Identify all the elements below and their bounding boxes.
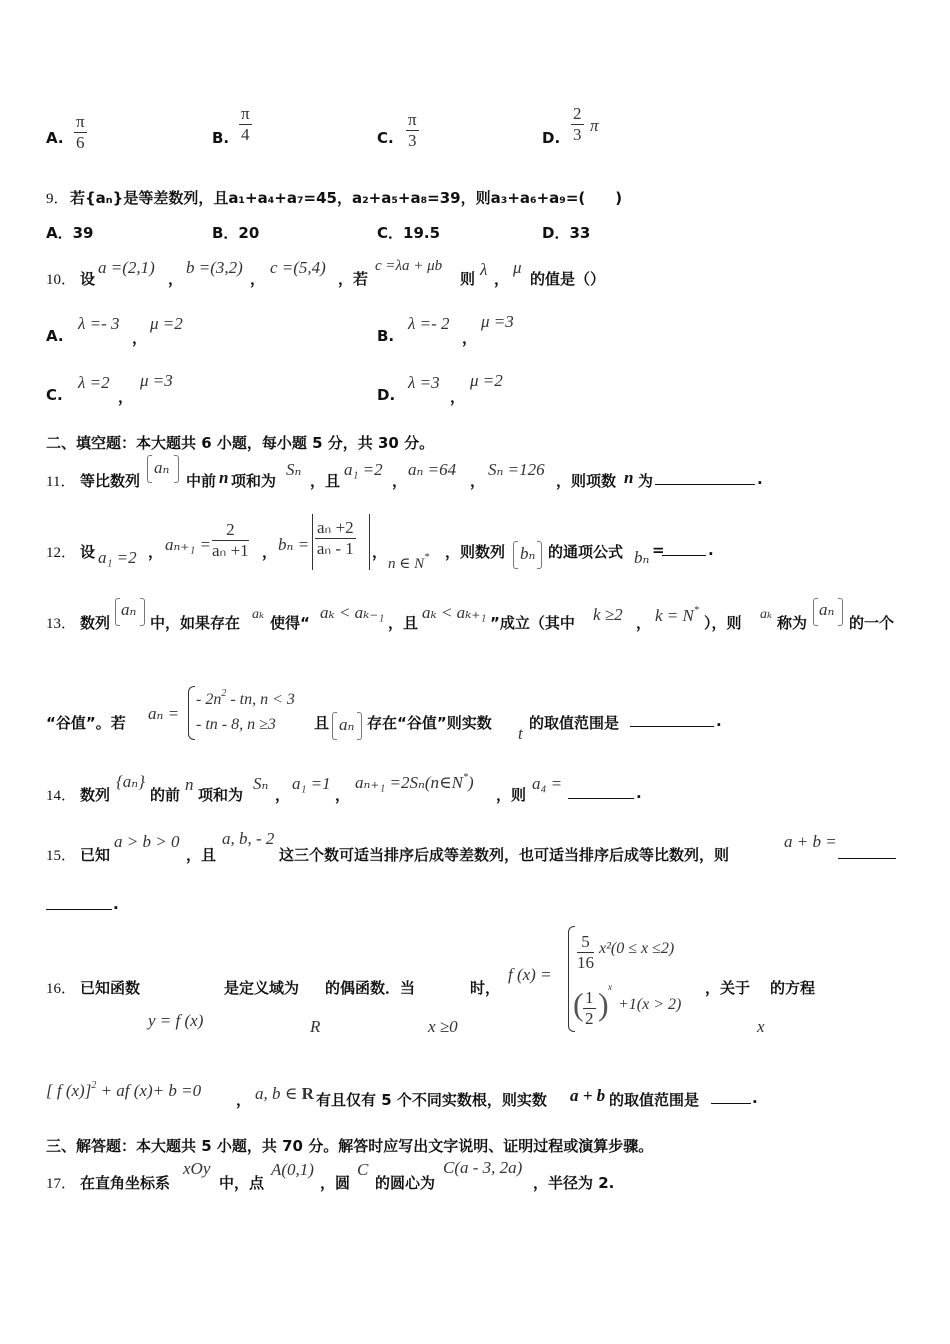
q16-equation: [ f (x)]$^2$ + af (x)+ b =0 [46,1080,202,1100]
q14-mid1: 的前 [150,786,181,804]
q13-paren-right [140,598,145,626]
q11-lead: 等比数列 [80,472,141,490]
q16-mid2: 的偶函数．当 [325,979,416,997]
q12-paren-right [537,541,542,569]
q10-option-c-v2: μ =3 [140,371,173,390]
q17-number: 17． [46,1176,77,1192]
q16-case2-paren-right: ) [598,986,609,1022]
q15-end: . [113,895,119,913]
q16-case1-tail: x²(0 ≤ x ≤2) [599,940,675,957]
q13-line2-lead: “谷值”。若 [46,714,126,732]
q12-bn2: bₙ [634,548,650,567]
q11-an: aₙ =64 [408,460,457,479]
q14-comma-1: ， [275,786,291,804]
q8-option-a-frac: $\frac{\pi}{6}$ [76,112,85,152]
q13-lead: 数列 [80,614,111,632]
q9-number: 9． [46,191,69,207]
q12-comma-2: ， [262,543,278,561]
q12-comma-3: ， [372,543,388,561]
q14-mid2: 项和为 [198,786,244,804]
q14-end: . [636,784,642,802]
q13-mid3: ，且 [388,614,419,632]
q16-x: x [757,1017,765,1036]
q15-answer-blank-2[interactable] [46,895,112,910]
q16-mid7: 有且仅有 5 个不同实数根，则实数 [316,1091,547,1109]
q16-end: . [752,1089,758,1107]
q10-vec-c: c =(5,4) [270,258,326,277]
q10-mu: μ [513,258,522,277]
q12-n-in: n ∈ N* [388,552,430,572]
q16-case2-tail: +1(x > 2) [618,996,682,1013]
q13-tail: 的一个 [849,614,895,632]
q11-number: 11． [46,474,76,490]
q13-line2-mid2: 存在“谷值”则实数 [367,714,492,732]
q13-ak2: aₖ [760,607,773,622]
q10-option-a-comma: ， [132,329,148,347]
q10-number: 10． [46,272,77,288]
q10-comma-1: ， [168,270,184,288]
q8-option-b-label: B. [212,129,230,147]
q10-lambda: λ [480,260,488,279]
section-3-title: 三、解答题：本大题共 5 小题，共 70 分。解答时应写出文字说明、证明过程或演算步骤。 [46,1137,654,1155]
q11-answer-blank[interactable] [655,470,755,485]
q13-mid4: ”成立（其中 [490,614,575,632]
q8-option-c-label: C. [377,129,394,147]
q11-n: n [219,468,229,487]
q13-brace [188,686,195,740]
q10-cond-lead: ，若 [338,270,369,288]
q15-mid1: ，且 [186,846,217,864]
q13-paren3-right [357,712,362,740]
q14-a1: a₁ =1 [292,774,331,793]
q12-seq: bₙ [520,544,536,563]
q10-vec-b: b =(3,2) [186,258,243,277]
q13-comma-1: ， [636,614,652,632]
q13-k-cond2: k = N* [655,605,699,625]
q16-answer-blank[interactable] [711,1089,751,1104]
q13-ineq2: aₖ < aₖ₊₁ [422,603,487,622]
q16-lead: 已知函数 [80,979,141,997]
q8-option-d-label: D. [542,129,561,147]
q16-case2-sup: x [608,982,612,992]
q16-fx: f (x) = [508,965,552,984]
q11-tail2: 为 [638,472,654,490]
q12-mid2: 的通项公式 [548,543,624,561]
q9-option-d: D．33 [542,224,591,242]
q12-answer-blank[interactable] [662,541,706,556]
q11-tail: ，则项数 [556,472,617,490]
q13-seq: aₙ [121,600,137,619]
q10-option-d-comma: ， [450,388,466,406]
q8-option-c-frac: $\frac{\pi}{3}$ [408,110,417,150]
q10-option-c-v1: λ =2 [78,373,110,392]
q17-mid3: 的圆心为 [375,1174,436,1192]
q12-mid: ，则数列 [445,543,506,561]
q17-tail: ，半径为 2. [533,1174,615,1192]
q10-option-c-label: C. [46,386,63,404]
q16-mid1: 是定义域为 [224,979,300,997]
q10-option-d-v1: λ =3 [408,373,440,392]
q11-n-2: n [624,468,634,487]
q13-mid1: 中，如果存在 [150,614,241,632]
q10-option-b-comma: ， [462,329,478,347]
q13-case1: - $2n^2$ - tn, n < 3 [196,688,295,708]
q17-mid2: ，圆 [320,1174,351,1192]
q12-eq: = [652,541,665,559]
q13-ineq1: aₖ < aₖ₋₁ [320,603,385,622]
q12-abs-frac: $\frac{\text{aₙ +2}}{\text{aₙ - 1}}$ [316,518,354,558]
q13-end: . [716,712,722,730]
q12-an1: aₙ₊₁ = [165,535,211,554]
q11-mid1: 中前 [186,472,217,490]
q12-bn: bₙ = [278,535,310,554]
q16-func: y = f (x) [148,1011,204,1030]
q15-number: 15． [46,848,77,864]
q14-lead: 数列 [80,786,111,804]
q15-answer-blank-1[interactable] [838,844,896,859]
q12-lead: 设 [80,543,96,561]
q10-option-b-v2: μ =3 [481,312,514,331]
q9-text: 若{aₙ}是等差数列，且a₁+a₄+a₇=45，a₂+a₅+a₈=39，则a₃+a₆+a₉=( ) [70,189,623,207]
q11-sn-value: Sₙ =126 [488,460,545,479]
q16-R: R [310,1017,321,1036]
q10-option-b-label: B. [377,327,395,345]
section-2-title: 二、填空题：本大题共 6 小题，每小题 5 分，共 30 分。 [46,434,435,452]
q14-comma-2: ， [335,786,351,804]
q16-tail: 的取值范围是 [609,1091,700,1109]
q10-option-a-v1: λ =- 3 [78,314,120,333]
q16-number: 16． [46,981,77,997]
q17-point-a: A(0,1) [271,1160,314,1179]
q11-comma-2: ， [470,472,486,490]
q16-mid3: 时， [470,979,501,997]
q10-option-d-v2: μ =2 [470,371,503,390]
q13-number: 13． [46,616,77,632]
q17-xoy: xOy [183,1159,211,1178]
q10-option-d-label: D. [377,386,396,404]
q13-mid2: 使得“ [270,614,310,632]
q14-a4: a₄ = [532,774,563,793]
q12-a1: a₁ =2 [98,548,137,567]
q15-mid2: 这三个数可适当排序后成等差数列，也可适当排序后成等比数列，则 [279,846,730,864]
q10-comma-3: ， [494,270,510,288]
q14-n: n [185,775,194,794]
q12-comma-1: ， [148,543,164,561]
q11-mid2: 项和为 [231,472,277,490]
q13-line2-mid: 且 [314,714,330,732]
q16-apb: a + b [570,1086,606,1105]
q10-lead: 设 [80,270,96,288]
q16-case2-paren-left: ( [573,986,584,1022]
q17-mid1: 中，点 [219,1174,265,1192]
q8-option-a-label: A. [46,129,64,147]
q15-cond: a > b > 0 [114,832,180,851]
q16-case2-frac: $\frac{1}{2}$ [585,988,594,1028]
q17-lead: 在直角坐标系 [80,1174,171,1192]
q12-abs-left [312,514,313,570]
q10-option-a-label: A. [46,327,64,345]
q12-number: 12． [46,545,77,561]
q13-t: t [518,724,523,743]
q8-option-d-frac: $\frac{2}{3}$ [573,104,582,144]
q15-lead: 已知 [80,846,111,864]
q9-option-b: B．20 [212,224,260,242]
q14-sn: Sₙ [253,774,269,793]
q11-paren-right [174,455,179,483]
q14-number: 14． [46,788,77,804]
q16-cond: x ≥0 [428,1017,458,1036]
q11-paren-left [147,455,152,483]
q10-option-b-v1: λ =- 2 [408,314,450,333]
q13-an: aₙ = [148,704,180,723]
q13-mid6: 称为 [777,614,808,632]
q15-nums: a, b, - 2 [222,829,275,848]
q13-k-cond: k ≥2 [593,605,623,624]
q13-seq3: aₙ [339,715,355,734]
q16-ab: a, b ∈ R [255,1084,314,1103]
q14-mid3: ，则 [496,786,527,804]
q14-answer-blank[interactable] [568,784,634,799]
q12-end: . [708,541,714,559]
q8-option-b-frac: $\frac{\pi}{4}$ [241,104,250,144]
q13-mid5: ），则 [704,614,742,632]
q17-circle-c: C [357,1160,369,1179]
q13-paren3-left [332,712,337,740]
q13-paren-left [115,598,120,626]
q11-mid3: ，且 [310,472,341,490]
q8-option-d-pi: π [590,116,599,135]
q9-option-a: A．39 [46,224,94,242]
q16-case1-frac: $\frac{5}{16}$ [577,932,594,972]
q12-frac: $\frac{2}{\text{aₙ +1}}$ [212,520,249,560]
q9-option-c: C．19.5 [377,224,441,242]
q13-ak: aₖ [252,607,265,622]
q11-seq: aₙ [154,458,170,477]
q12-paren-left [513,541,518,569]
q11-comma-1: ， [392,472,408,490]
q16-mid5: 的方程 [770,979,816,997]
q11-end: . [757,470,763,488]
q13-answer-blank[interactable] [630,712,714,727]
q10-tail-1: 则 [460,270,476,288]
q16-mid6: ， [236,1091,252,1109]
q13-case2: - tn - 8, n ≥3 [196,716,276,733]
q17-center: C(a - 3, 2a) [443,1158,523,1177]
q10-vec-a: a =(2,1) [98,258,155,277]
q12-abs-right [369,514,370,570]
q15-expr: a + b = [784,832,837,851]
q13-paren2-right [838,598,843,626]
q10-option-a-v2: μ =2 [150,314,183,333]
q13-seq2: aₙ [819,600,835,619]
q10-comma-2: ， [250,270,266,288]
q14-rec: aₙ₊₁ =2Sₙ(n∈N*) [355,772,474,792]
q13-paren2-left [813,598,818,626]
q10-option-c-comma: ， [118,388,134,406]
q13-line2-tail: 的取值范围是 [529,714,620,732]
q10-cond: c =λa + μb [375,258,443,274]
q16-mid4: ，关于 [705,979,751,997]
q11-sn: Sₙ [286,460,302,479]
q14-seq: {aₙ} [116,772,145,791]
q10-tail-2: 的值是（） [530,270,606,288]
q11-a1: a₁ =2 [344,460,383,479]
